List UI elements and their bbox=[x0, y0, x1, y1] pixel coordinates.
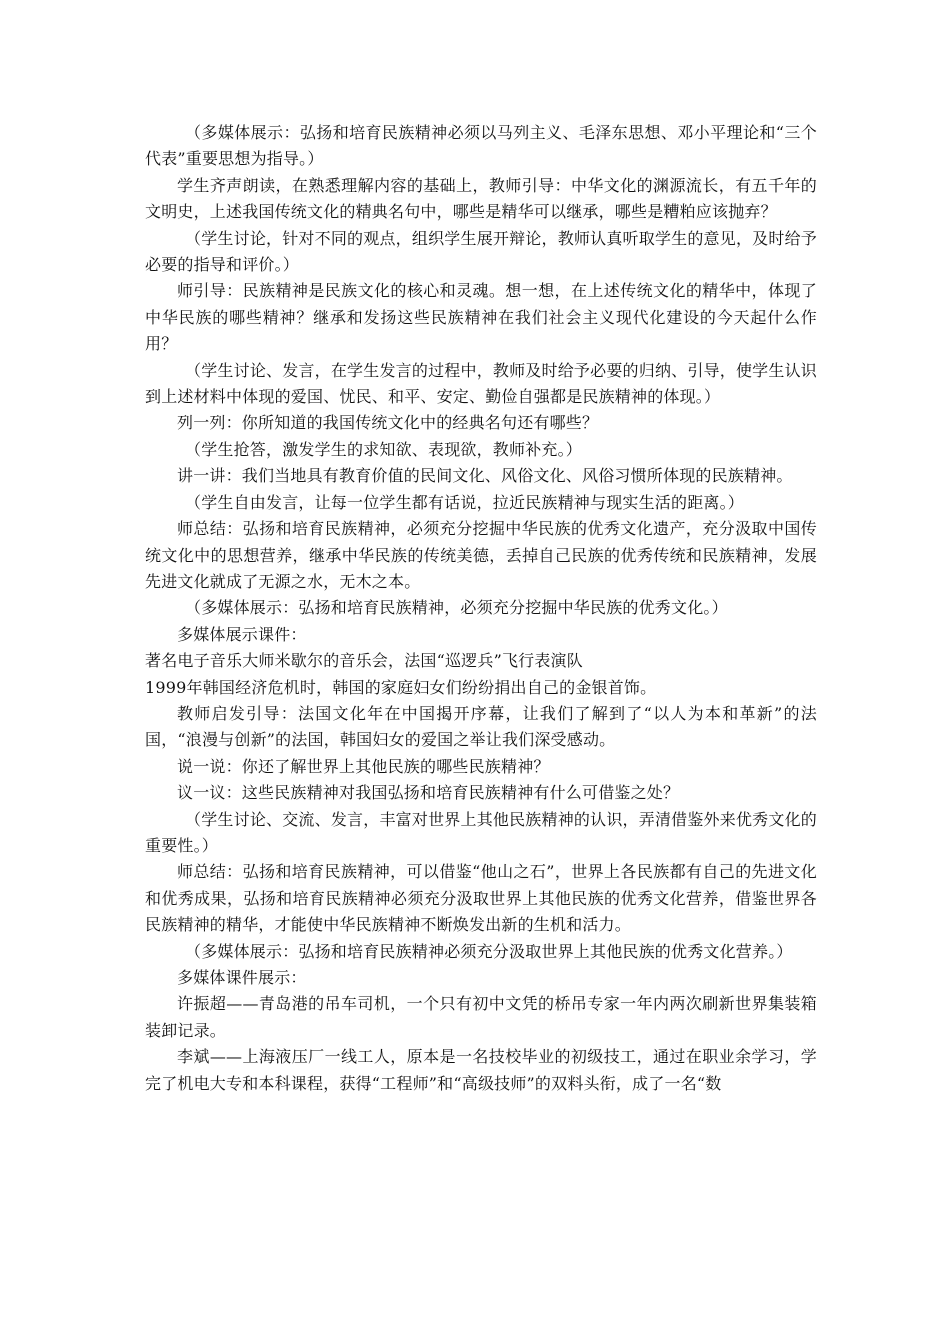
paragraph-speak-task: 讲一讲：我们当地具有教育价值的民间文化、风俗文化、风俗习惯所体现的民族精神。 bbox=[177, 466, 793, 486]
paragraph-student-speech: （学生讨论、发言，在学生发言的过程中，教师及时给予必要的归纳、引导，使学生认识到上述材料中体现的爱国、忧民、和平、安定、勤俭自强都是民族精神的体现。） bbox=[145, 360, 817, 407]
paragraph-student-reading: 学生齐声朗读，在熟悉理解内容的基础上，教师引导：中华文化的渊源流长，有五千年的文明史，上述我国传统文化的精典名句中，哪些是精华可以继承，哪些是糟粕应该抛弃？ bbox=[145, 175, 817, 222]
paragraph-multimedia-heritage: （多媒体展示：弘扬和培育民族精神，必须充分挖掘中华民族的优秀文化。） bbox=[185, 598, 728, 618]
paragraph-list-task: 列一列：你所知道的我国传统文化中的经典名句还有哪些？ bbox=[177, 413, 599, 433]
paragraph-teacher-summary-1: 师总结：弘扬和培育民族精神，必须充分挖掘中华民族的优秀文化遗产，充分汲取中国传统文化中的思想营养，继承中华民族的传统美德，丢掉自己民族的优秀传统和民族精神，发展先进文化就成了无源之水，无木之本。 bbox=[145, 519, 817, 591]
paragraph-discuss-task: 议一议：这些民族精神对我国弘扬和培育民族精神有什么可借鉴之处？ bbox=[177, 783, 680, 803]
document-page bbox=[145, 120, 817, 1097]
paragraph-student-answer: （学生抢答，激发学生的求知欲、表现欲，教师补充。） bbox=[185, 439, 583, 459]
paragraph-courseware-item-1: 著名电子音乐大师米歇尔的音乐会，法国“巡逻兵”飞行表演队 bbox=[145, 651, 583, 671]
paragraph-student-discussion: （学生讨论，针对不同的观点，组织学生展开辩论，教师认真听取学生的意见，及时给予必要的指导和评价。） bbox=[145, 228, 817, 275]
paragraph-courseware-item-2: 1999年韩国经济危机时，韩国的家庭妇女们纷纷捐出自己的金银首饰。 bbox=[145, 677, 657, 697]
paragraph-say-task: 说一说：你还了解世界上其他民族的哪些民族精神？ bbox=[177, 756, 550, 776]
paragraph-courseware-heading-1: 多媒体展示课件： bbox=[177, 624, 307, 644]
paragraph-multimedia-guidance: （多媒体展示：弘扬和培育民族精神必须以马列主义、毛泽东思想、邓小平理论和“三个代表”重要思想为指导。） bbox=[145, 123, 817, 169]
paragraph-teacher-guide: 师引导：民族精神是民族文化的核心和灵魂。想一想，在上述传统文化的精华中，体现了中华民族的哪些精神？继承和发扬这些民族精神在我们社会主义现代化建设的今天起什么作用？ bbox=[145, 281, 817, 354]
paragraph-teacher-summary-2: 师总结：弘扬和培育民族精神，可以借鉴“他山之石”，世界上各民族都有自己的先进文化和优秀成果，弘扬和培育民族精神必须充分汲取世界上其他民族的优秀文化营养，借鉴世界各民族精神的精华，才能使中华民族精神不断焕发出新的生机和活力。 bbox=[145, 862, 817, 935]
paragraph-courseware-heading-2: 多媒体课件展示： bbox=[177, 968, 307, 987]
paragraph-student-exchange: （学生讨论、交流、发言，丰富对世界上其他民族精神的认识，弄清借鉴外来优秀文化的重要性。） bbox=[145, 809, 817, 855]
paragraph-multimedia-world: （多媒体展示：弘扬和培育民族精神必须充分汲取世界上其他民族的优秀文化营养。） bbox=[185, 941, 793, 961]
paragraph-teacher-inspire: 教师启发引导：法国文化年在中国揭开序幕，让我们了解到了“以人为本和革新”的法国，“浪漫与创新”的法国，韩国妇女的爱国之举让我们深受感动。 bbox=[145, 703, 817, 750]
paragraph-li-bin: 李斌——上海液压厂一线工人，原本是一名技校毕业的初级技工，通过在职业余学习，学完了机电大专和本科课程，获得“工程师”和“高级技师”的双料头衔，成了一名“数 bbox=[145, 1047, 817, 1093]
paragraph-free-speech: （学生自由发言，让每一位学生都有话说，拉近民族精神与现实生活的距离。） bbox=[185, 492, 745, 512]
paragraph-xu-zhenchao: 许振超——青岛港的吊车司机，一个只有初中文凭的桥吊专家一年内两次刷新世界集装箱装卸记录。 bbox=[145, 994, 817, 1040]
